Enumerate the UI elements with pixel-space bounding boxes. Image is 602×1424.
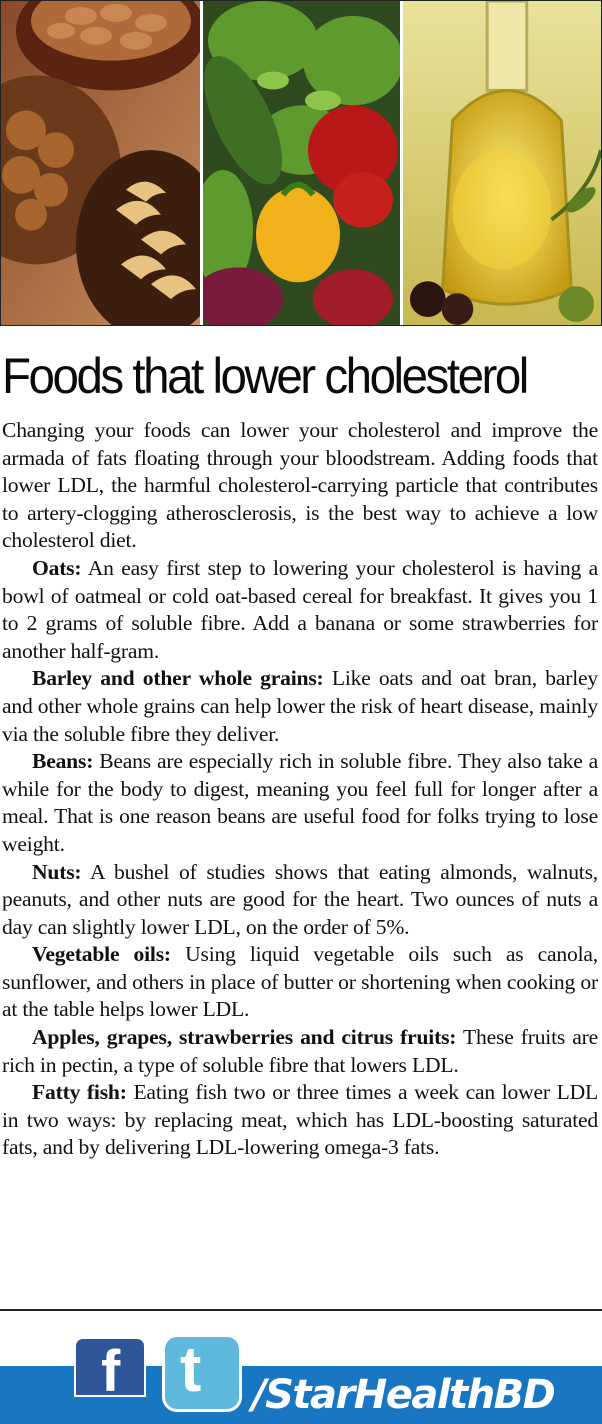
article-body	[2, 417, 598, 1162]
facebook-glyph: f	[101, 1339, 121, 1404]
section-fatty-fish	[2, 1079, 598, 1162]
social-handle[interactable]: /StarHealthBD	[252, 1372, 555, 1418]
section-title: Vegetable oils:	[32, 942, 171, 967]
section-title: Nuts:	[32, 859, 82, 884]
vegetables-photo	[203, 1, 400, 325]
section-title: Apples, grapes, strawberries and citrus fruits:	[32, 1025, 457, 1050]
section-text: Using liquid vegetable oils such as canola, sunflower, and others in place of butter or shortening when cooking or at the table helps lower LDL.	[2, 942, 598, 1022]
section-oats	[2, 555, 598, 665]
section-fruits	[2, 1024, 598, 1079]
section-text: An easy first step to lowering your cholesterol is having a bowl of oatmeal or cold oat-based cereal for breakfast. It gives you 1 to 2 grams of soluble fibre. Add a banana or some strawberries for another half-gram.	[2, 555, 598, 663]
section-title: Oats:	[32, 555, 82, 580]
section-text: Eating fish two or three times a week can lower LDL in two ways: by replacing meat, which has LDL-boosting saturated fats, and by delivering LDL-lowering omega-3 fats.	[2, 1080, 598, 1160]
section-text: Like oats and oat bran, barley and other whole grains can help lower the risk of heart disease, mainly via the soluble fibre they deliver.	[2, 666, 598, 746]
intro-paragraph: Changing your foods can lower your cholesterol and improve the armada of fats floating through your bloodstream. Adding foods that lower LDL, the harmful cholesterol-carrying particle that contributes to artery-clogging atherosclerosis, is the best way to achieve a low cholesterol diet.	[2, 418, 598, 553]
section-title: Beans:	[32, 749, 94, 774]
section-vegetable-oils	[2, 941, 598, 1024]
headline: Foods that lower cholesterol	[2, 348, 527, 404]
twitter-glyph: t	[180, 1333, 202, 1405]
section-nuts	[2, 859, 598, 942]
olive-oil-photo	[403, 1, 601, 325]
section-text: A bushel of studies shows that eating almonds, walnuts, peanuts, and other nuts are good for the heart. Two ounces of nuts a day can slightly lower LDL, on the order of 5%.	[2, 859, 598, 939]
section-text: Beans are especially rich in soluble fibre. They also take a while for the body to digest, meaning you feel full for longer after a meal. That is one reason beans are useful food for folks trying to lose weight.	[2, 749, 598, 856]
section-title: Fatty fish:	[32, 1080, 127, 1105]
facebook-icon[interactable]	[76, 1339, 144, 1404]
divider	[0, 1309, 602, 1311]
section-text: These fruits are rich in pectin, a type of soluble fibre that lowers LDL.	[2, 1025, 598, 1077]
nuts-photo	[1, 1, 200, 325]
section-barley	[2, 665, 598, 748]
section-beans	[2, 748, 598, 858]
twitter-icon[interactable]	[165, 1333, 239, 1409]
header-photo-strip	[0, 0, 602, 326]
section-title: Barley and other whole grains:	[32, 666, 324, 691]
